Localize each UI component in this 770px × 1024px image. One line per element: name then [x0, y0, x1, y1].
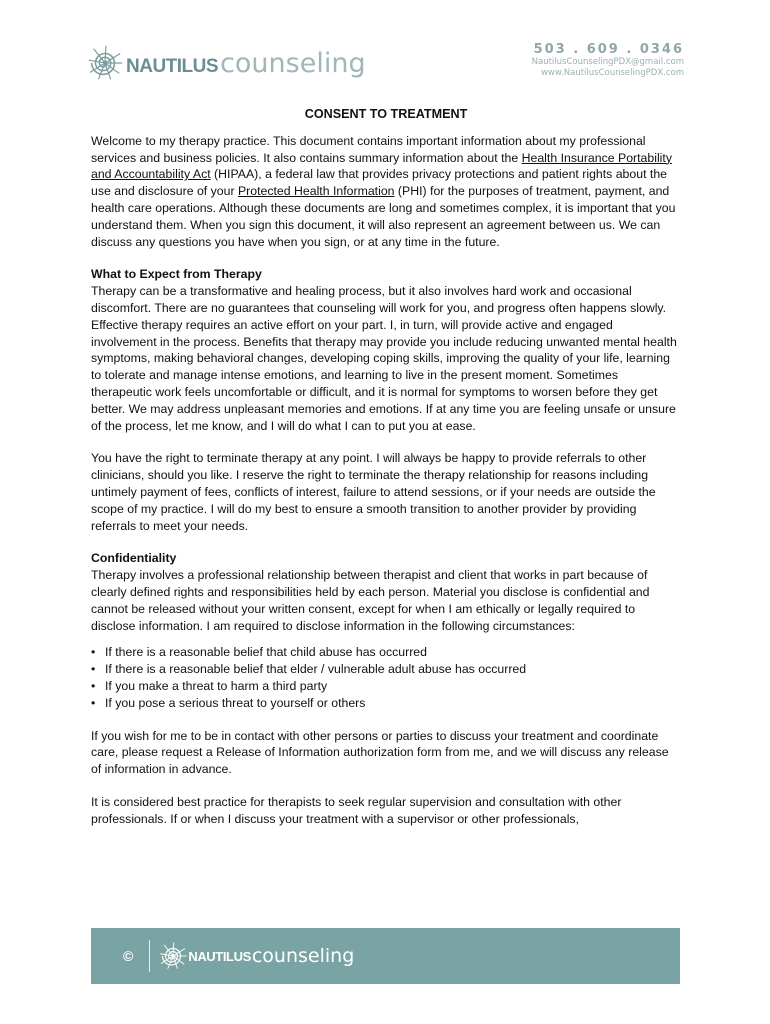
- footer-divider: [149, 940, 150, 972]
- list-item: • If there is a reasonable belief that elder / vulnerable adult abuse has occurred: [91, 661, 681, 678]
- expect-heading: What to Expect from Therapy: [91, 267, 262, 282]
- list-item: • If you pose a serious threat to yourself or others: [91, 695, 681, 712]
- intro-text-2: (HIPAA), a federal law that provides privacy protections and patient rights about the use and disclosure of your: [91, 167, 668, 199]
- website-url: www.NautilusCounselingPDX.com: [540, 68, 684, 78]
- list-item: • If you make a threat to harm a third party: [91, 678, 681, 695]
- contact-others-paragraph: If you wish for me to be in contact with other persons or parties to discuss your treatment and coordinate care, please request a Release of Information authorization form from me, and we will discuss any release of information in advance.: [91, 728, 669, 777]
- expect-section: [91, 266, 681, 434]
- nautilus-logo: [86, 44, 366, 82]
- terminate-paragraph: You have the right to terminate therapy at any point. I will always be happy to provide referrals to other clinicians, should you like. I reserve the right to terminate the therapy relationship for reasons including untimely payment of fees, conflicts of interest, failure to attend sessions, or if your needs are outside the scope of my practice. I will do my best to ensure a smooth transition to another provider by providing referrals to meet your needs.: [91, 451, 656, 533]
- phone-number: 503 . 609 . 0346: [533, 42, 684, 57]
- document-body: [91, 106, 681, 843]
- nautilus-shell-icon: [86, 44, 124, 82]
- confidentiality-heading: Confidentiality: [91, 551, 177, 566]
- supervision-paragraph: It is considered best practice for therapists to seek regular supervision and consultation with other professionals. If or when I discuss your treatment with a supervisor or other professionals,: [91, 794, 622, 826]
- intro-paragraph: [91, 133, 681, 251]
- intro-text-3: (PHI) for the purposes of treatment, payment, and health care operations. Although these documents are long and sometimes complex, it is important that you understand them. When you sign this document, it will also represent an agreement between us. We can discuss any questions you have when you sign, or at any time in the future.: [91, 184, 676, 249]
- intro-text-1: Welcome to my therapy practice. This document contains important information about my professional services and business policies. It also contains summary information about the: [91, 133, 646, 165]
- hipaa-link[interactable]: Health Insurance Portability and Accountability Act: [91, 150, 672, 182]
- list-item: • If there is a reasonable belief that child abuse has occurred: [91, 644, 681, 661]
- footer-wordmark-light: counseling: [251, 945, 355, 967]
- contact-block: [532, 42, 684, 79]
- confidentiality-body: Therapy involves a professional relationship between therapist and client that works in part because of clearly defined rights and responsibilities held by each person. Material you disclose is confidential and cannot be released without your written consent, except for when I am ethically or legally required to disclose information. I am required to disclose information in the following circumstances:: [91, 568, 650, 633]
- phi-link[interactable]: Protected Health Information: [237, 184, 395, 199]
- copyright-symbol: ©: [123, 948, 134, 964]
- expect-body: Therapy can be a transformative and healing process, but it also involves hard work and occasional discomfort. There are no guarantees that counseling will work for you, and progress often happens slowly. Effective therapy requires an active effort on your part. I, in turn, will provide active and engaged involvement in the process. Benefits that therapy may provide you include reducing unwanted mental health symptoms, making behavioral changes, developing coping skills, improving the quality of your life, learning to tolerate and manage intense emotions, and learning to live in the present moment. Sometimes therapeutic work feels uncomfortable or difficult, and it is normal for symptoms to worsen before they get better. We may address unpleasant memories and emotions. If at any time you are feeling unsafe or unsure of the process, let me know, and I will do what I can to put you at ease.: [91, 284, 677, 433]
- page-footer: [91, 928, 680, 984]
- email-address: NautilusCounselingPDX@gmail.com: [531, 57, 684, 67]
- page-header: [86, 40, 684, 96]
- footer-wordmark-strong: NAUTILUS: [188, 948, 251, 964]
- footer-logo: [158, 941, 354, 971]
- logo-wordmark-light: counseling: [220, 47, 366, 79]
- document-title: CONSENT TO TREATMENT: [304, 107, 468, 121]
- confidentiality-section: [91, 550, 681, 634]
- disclosure-list: [91, 644, 681, 711]
- nautilus-shell-icon: [158, 941, 188, 971]
- logo-wordmark-strong: NAUTILUS: [126, 55, 219, 77]
